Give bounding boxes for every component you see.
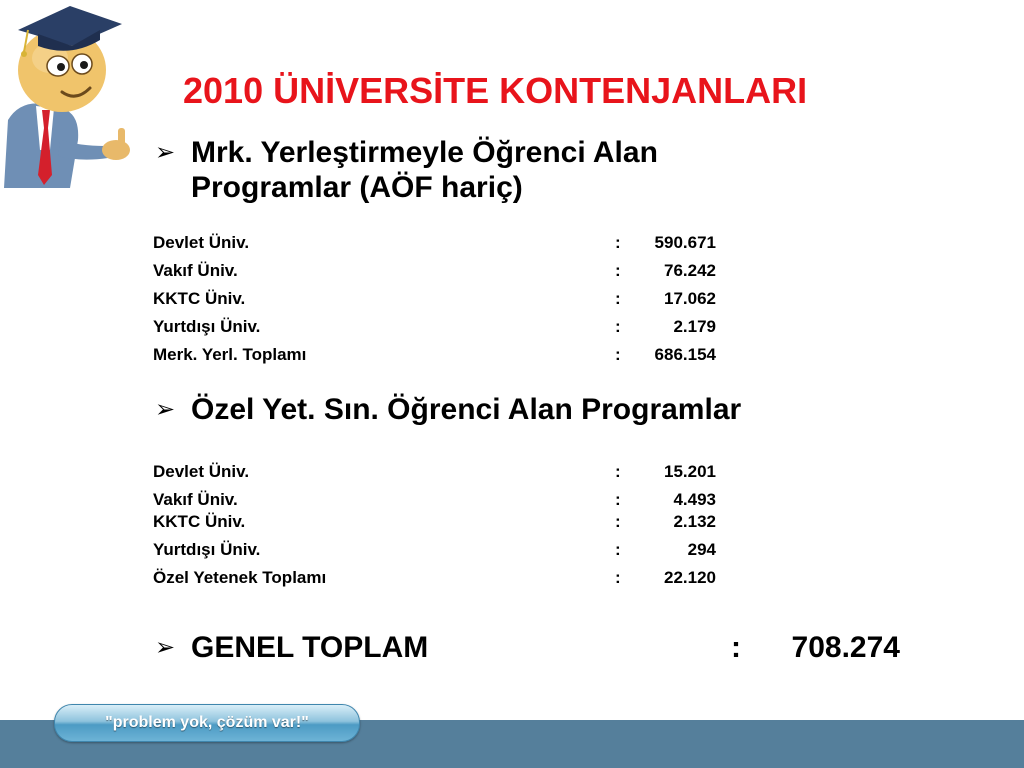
row-value: 17.062 xyxy=(664,289,716,308)
section-heading-special-talent xyxy=(155,392,741,428)
row-colon: : xyxy=(615,540,621,559)
grand-total-value: 708.274 xyxy=(791,631,900,664)
table-row-total xyxy=(153,568,716,596)
row-label: KKTC Üniv. xyxy=(153,512,246,531)
grand-total-colon: : xyxy=(731,631,741,664)
table-row-total xyxy=(153,345,716,373)
row-value: 15.201 xyxy=(664,462,716,481)
table-row xyxy=(153,261,716,289)
row-label: Vakıf Üniv. xyxy=(153,490,238,509)
row-label: Devlet Üniv. xyxy=(153,233,250,252)
section-heading-central-placement xyxy=(155,135,658,205)
arrow-bullet-icon: ➢ xyxy=(155,634,176,661)
row-label: KKTC Üniv. xyxy=(153,289,246,308)
quota-table-central xyxy=(153,233,716,373)
row-colon: : xyxy=(615,233,621,252)
row-label: Merk. Yerl. Toplamı xyxy=(153,345,307,364)
row-value: 294 xyxy=(687,540,716,559)
slogan-text: "problem yok, çözüm var!" xyxy=(105,714,309,731)
row-colon: : xyxy=(615,345,621,364)
table-row xyxy=(153,540,716,568)
row-colon: : xyxy=(615,490,621,509)
section-heading-line: Mrk. Yerleştirmeyle Öğrenci Alan xyxy=(191,136,658,169)
row-label: Özel Yetenek Toplamı xyxy=(153,568,327,587)
row-colon: : xyxy=(615,568,621,587)
page-title: 2010 ÜNİVERSİTE KONTENJANLARI xyxy=(183,70,808,111)
graduate-mascot-icon xyxy=(0,0,150,190)
row-colon: : xyxy=(615,289,621,308)
table-row xyxy=(153,233,716,261)
row-label: Yurtdışı Üniv. xyxy=(153,317,261,336)
table-row xyxy=(153,512,716,540)
slogan-badge xyxy=(54,704,360,742)
row-value: 2.132 xyxy=(673,512,716,531)
row-label: Vakıf Üniv. xyxy=(153,261,238,280)
grand-total xyxy=(155,630,900,670)
section-heading-line: Özel Yet. Sın. Öğrenci Alan Programlar xyxy=(191,393,742,426)
row-colon: : xyxy=(615,512,621,531)
row-value: 590.671 xyxy=(654,233,716,252)
row-colon: : xyxy=(615,261,621,280)
row-value: 76.242 xyxy=(664,261,716,280)
table-row xyxy=(153,490,716,512)
section-heading-line: Programlar (AÖF hariç) xyxy=(191,171,523,204)
row-value: 686.154 xyxy=(654,345,716,364)
row-value: 22.120 xyxy=(664,568,716,587)
table-row xyxy=(153,289,716,317)
grand-total-label: GENEL TOPLAM xyxy=(191,631,429,664)
row-value: 4.493 xyxy=(673,490,716,509)
row-value: 2.179 xyxy=(673,317,716,336)
arrow-bullet-icon: ➢ xyxy=(155,139,176,166)
table-row xyxy=(153,317,716,345)
row-label: Yurtdışı Üniv. xyxy=(153,540,261,559)
row-label: Devlet Üniv. xyxy=(153,462,250,481)
row-colon: : xyxy=(615,462,621,481)
row-colon: : xyxy=(615,317,621,336)
arrow-bullet-icon: ➢ xyxy=(155,396,176,423)
quota-table-special-talent xyxy=(153,462,716,596)
table-row xyxy=(153,462,716,490)
